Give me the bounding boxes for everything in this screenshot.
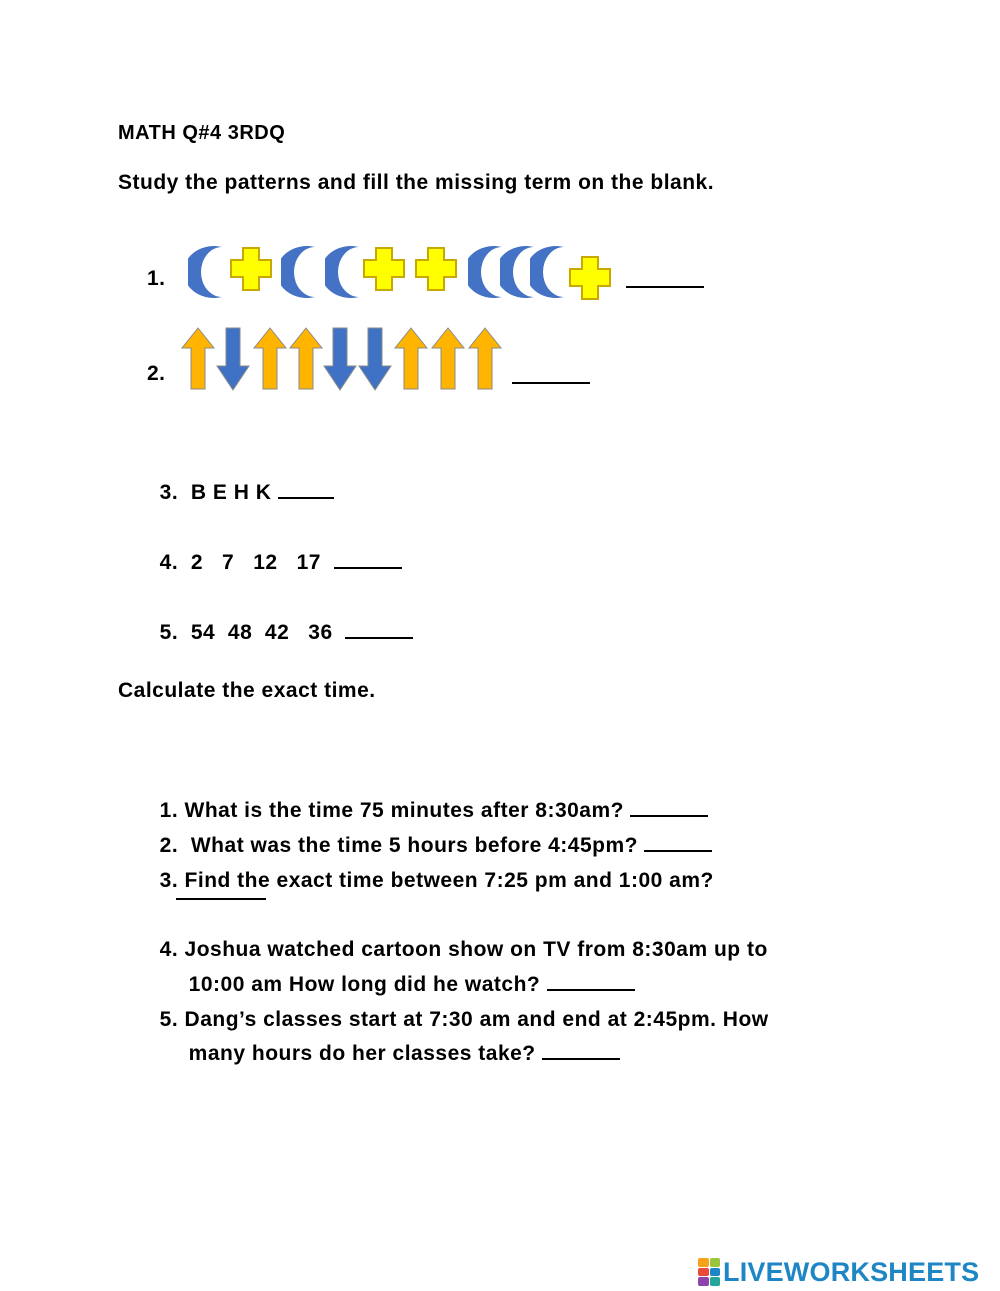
- time-question-3-text: Find the exact time between 7:25 pm and 1:00 am?: [184, 869, 714, 892]
- liveworksheets-logo-icon: [698, 1258, 720, 1286]
- time-question-5-number: 5.: [159, 1008, 179, 1031]
- time-question-4-text-line-1: Joshua watched cartoon show on TV from 8:30am up to: [184, 938, 768, 961]
- pattern-3-number: 3.: [159, 481, 179, 504]
- moon-icon: [325, 246, 365, 298]
- pattern-5-number: 5.: [159, 621, 179, 644]
- arrow-up-icon: [288, 326, 324, 392]
- time-question-5-text-line-2: many hours do her classes take?: [188, 1042, 536, 1065]
- arrow-down-icon: [322, 326, 358, 392]
- plus-icon: [229, 246, 273, 292]
- time-question-1-text: What is the time 75 minutes after 8:30am?: [184, 799, 624, 822]
- moon-icon: [188, 246, 228, 298]
- liveworksheets-logo-text: LIVEWORKSHEETS: [723, 1256, 980, 1287]
- arrow-down-icon: [215, 326, 251, 392]
- pattern-1-answer-blank[interactable]: [626, 272, 704, 293]
- pattern-3-sequence: B E H K: [190, 481, 272, 504]
- plus-icon: [362, 246, 406, 292]
- pattern-1-number: 1.: [147, 267, 166, 290]
- liveworksheets-logo[interactable]: [698, 1257, 979, 1287]
- plus-icon: [568, 255, 612, 301]
- time-question-5-answer-blank[interactable]: [542, 1044, 620, 1060]
- patterns-instructions: Study the patterns and fill the missing term on the blank.: [118, 171, 715, 194]
- pattern-5-sequence: 54 48 42 36: [190, 621, 333, 644]
- pattern-4: [147, 527, 402, 575]
- pattern-3-answer-blank[interactable]: [278, 483, 334, 499]
- time-instructions: Calculate the exact time.: [118, 679, 376, 702]
- time-question-4-text-line-2: 10:00 am How long did he watch?: [188, 973, 541, 996]
- time-question-3-number: 3.: [159, 869, 179, 892]
- plus-icon: [414, 246, 458, 292]
- time-question-4-number: 4.: [159, 938, 179, 961]
- time-question-5-text-line-1: Dang’s classes start at 7:30 am and end at 2:45pm. How: [184, 1008, 769, 1031]
- time-question-5-line-2: [176, 1018, 620, 1066]
- pattern-5: [147, 597, 413, 645]
- arrow-up-icon: [430, 326, 466, 392]
- time-question-3-answer-blank[interactable]: [176, 884, 266, 905]
- arrow-up-icon: [393, 326, 429, 392]
- arrow-up-icon: [180, 326, 216, 392]
- time-question-2-number: 2.: [159, 834, 179, 857]
- arrow-down-icon: [357, 326, 393, 392]
- pattern-2-answer-blank[interactable]: [512, 368, 590, 389]
- pattern-5-answer-blank[interactable]: [345, 623, 413, 639]
- pattern-4-sequence: 2 7 12 17: [190, 551, 321, 574]
- arrow-up-icon: [252, 326, 288, 392]
- pattern-2-number: 2.: [147, 362, 166, 385]
- time-question-1-number: 1.: [159, 799, 179, 822]
- pattern-4-answer-blank[interactable]: [334, 553, 402, 569]
- moon-icon: [530, 246, 570, 298]
- time-question-2-text: What was the time 5 hours before 4:45pm?: [184, 834, 638, 857]
- worksheet-title: MATH Q#4 3RDQ: [118, 122, 286, 144]
- moon-icon: [281, 246, 321, 298]
- arrow-up-icon: [467, 326, 503, 392]
- pattern-4-number: 4.: [159, 551, 179, 574]
- pattern-3: [147, 457, 334, 505]
